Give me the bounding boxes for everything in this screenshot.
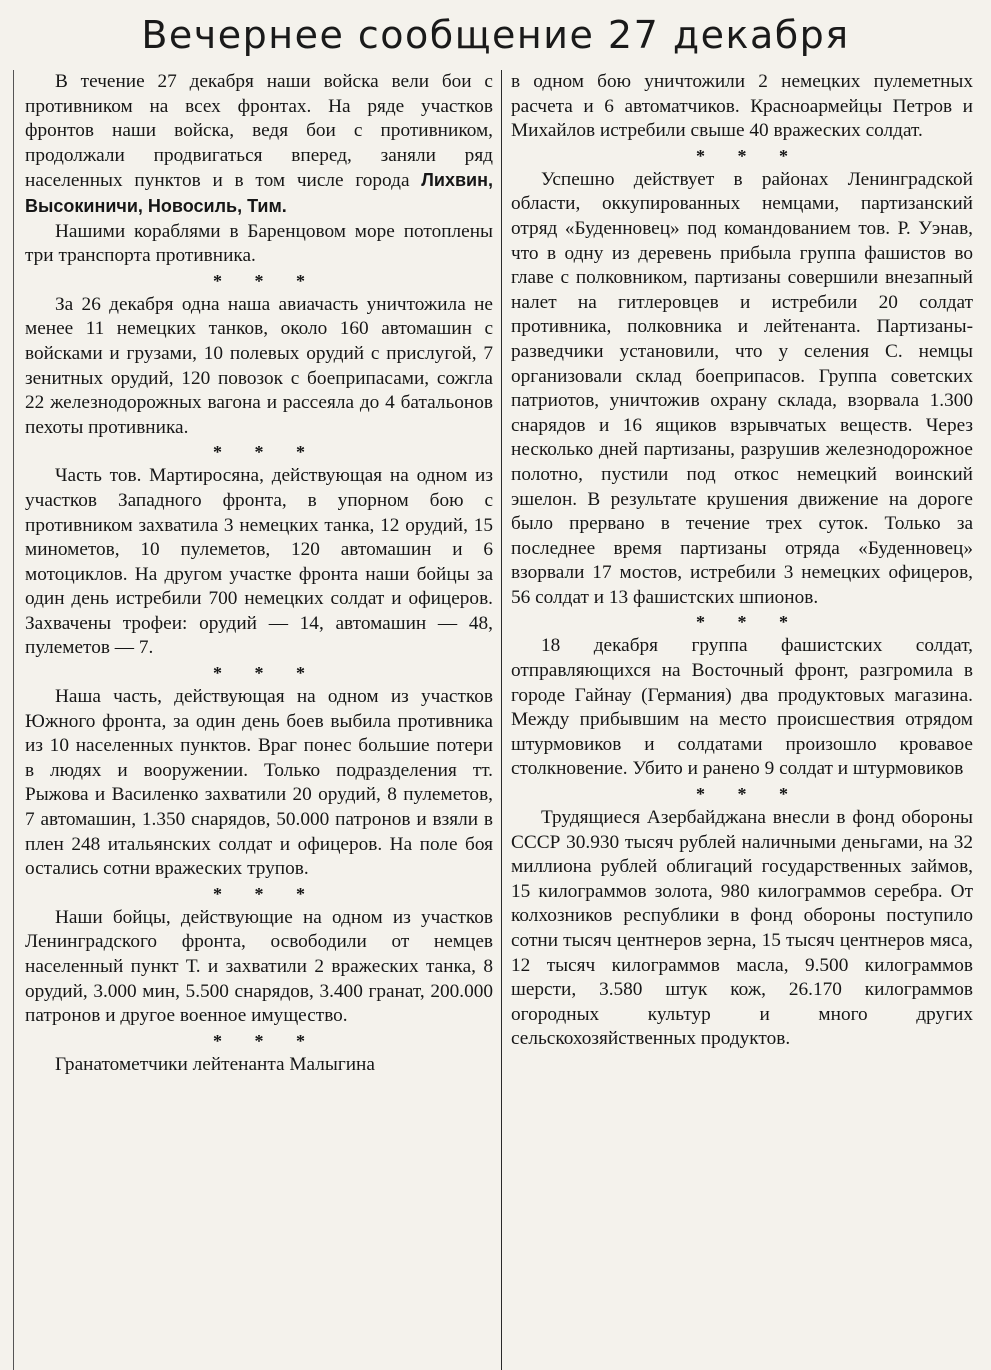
right-column: [511, 70, 973, 1370]
article-paragraph-grenadiers-continued: в одном бою уничтожили 2 немецких пулеметных расчета и 6 автоматчиков. Красноармейцы Петров и Михайлов истребили свыше 40 вражеских солдат.: [511, 71, 973, 142]
article-paragraph-hainau: 18 декабря группа фашистских солдат, отправляющихся на Восточный фронт, разгромила в городе Гайнау (Германия) два продуктовых магазина. Между прибывшим на место происшествия отрядом штурмовиков и солдатами произошло кровавое столкновение. Убито и ранено 9 солдат и штурмовиков: [511, 635, 973, 780]
section-separator: * * *: [696, 612, 802, 633]
article-paragraph-partisans: Успешно действует в районах Ленинградской области, оккупированных немцами, партизанский отряд «Буденновец» под командованием тов. Р. Уэнав, что в одну из деревень прибыла группа фашистов во главе с полковником, партизаны совершили внезапный налет на гитлеровцев и истребили 20 солдат противника, полковника и лейтенанта. Партизаны-разведчики установили, что у селения С. немцы организовали склад боеприпасов. Группа советских патриотов, уничтожив охрану склада, взорвала 1.300 снарядов и 16 ящиков взрывчатых веществ. Через несколько дней партизаны, разрушив железнодорожное полотно, пустили под откос немецкий воинский эшелон. В результате крушения движение на дороге было прервано в течение трех суток. Только за последнее время партизаны отряда «Буденновец» взорвали 17 мостов, истребили 3 немецких офицеров, 56 солдат и 13 фашистских шпионов.: [511, 168, 973, 608]
section-separator: * * *: [213, 883, 319, 904]
article-paragraph-front-report: [25, 70, 493, 220]
section-separator: * * *: [213, 663, 319, 684]
left-column: [25, 70, 493, 1370]
paragraph-text: В течение 27 декабря наши войска вели бои с противником на всех фронтах. На ряде участков фронтов наши войска, ведя бои с противником, продолжали продвигаться вперед, заняли ряд населенных пунктов и в том числе города: [25, 71, 493, 192]
article-paragraph-western-front: Часть тов. Мартиросяна, действующая на одном из участков Западного фронта, в упорном бою с противником захватила 3 немецких танка, 12 орудий, 15 минометов, 10 пулеметов, 120 автомашин и 6 мотоциклов. На другом участке фронта наши бойцы за один день истребили 700 немецких солдат и офицеров. Захвачены трофеи: орудий — 14, автомашин — 48, пулеметов — 7.: [25, 465, 493, 659]
article-paragraph-leningrad-front: Наши бойцы, действующие на одном из участков Ленинградского фронта, освободили от немцев населенный пункт Т. и захватили 2 вражеских танка, 8 орудий, 3.000 мин, 5.500 снарядов, 3.400 гранат, 200.000 патронов и другое военное имущество.: [25, 906, 493, 1027]
section-separator: * * *: [213, 270, 319, 291]
section-separator: * * *: [696, 145, 802, 166]
section-separator: * * *: [213, 1030, 319, 1051]
section-separator: * * *: [213, 442, 319, 463]
article-paragraph-southern-front: Наша часть, действующая на одном из участков Южного фронта, за один день боев выбила противника из 10 населенных пунктов. Враг понес большие потери в людях и вооружении. Только подразделения тт. Рыжова и Василенко захватили 20 орудий, 8 пулеметов, 7 автомашин, 1.350 снарядов, 50.000 патронов и взяли в плен 248 итальянских солдат и офицеров. На поле боя остались сотни вражеских трупов.: [25, 686, 493, 880]
liberated-towns: Лихвин, Высокиничи, Новосиль, Тим.: [25, 170, 493, 216]
article-paragraph-barents-sea: Нашими кораблями в Баренцовом море потоплены три транспорта противника.: [25, 220, 493, 267]
article-paragraph-air-unit: За 26 декабря одна наша авиачасть уничтожила не менее 11 немецких танков, около 160 автомашин с войсками и грузами, 10 полевых орудий с прислугой, 7 зенитных орудий, 120 повозок с боеприпасами, сожгла 22 железнодорожных вагона и рассеяла до 4 батальонов пехоты противника.: [25, 293, 493, 438]
article-paragraph-grenadiers: Гранатометчики лейтенанта Малыгина: [55, 1053, 375, 1075]
left-border-rule: [13, 70, 14, 1370]
article-paragraph-azerbaijan-fund: Трудящиеся Азербайджана внесли в фонд обороны СССР 30.930 тысяч рублей наличными деньгами, на 32 миллиона рублей облигаций государственных займов, 15 килограммов золота, 980 килограммов серебра. От колхозников республики в фонд обороны поступило сотни тысяч центнеров зерна, 15 тысяч центнеров мяса, 12 тысяч килограммов масла, 9.500 килограммов шерсти, 3.580 штук кож, 26.170 килограммов огородных культур и много других сельскохозяйственных продуктов.: [511, 807, 973, 1050]
section-separator: * * *: [696, 784, 802, 805]
page-headline: Вечернее сообщение 27 декабря: [141, 13, 850, 57]
column-divider: [501, 70, 502, 1370]
